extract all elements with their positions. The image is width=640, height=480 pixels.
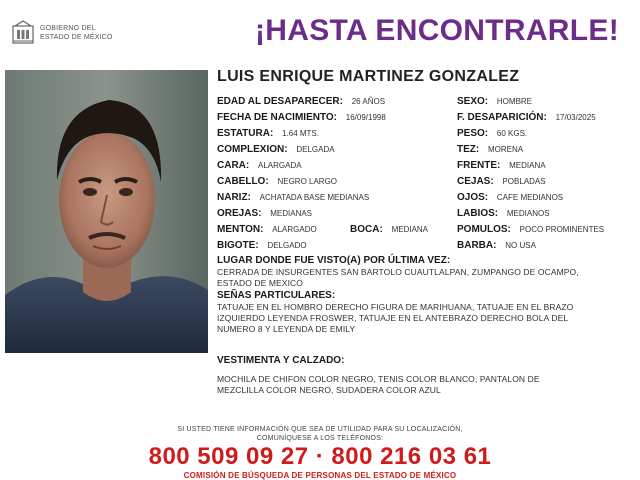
person-name: LUIS ENRIQUE MARTINEZ GONZALEZ <box>217 68 520 85</box>
field-eyebrows: CEJAS: POBLADAS <box>457 176 546 187</box>
field-nose: NARIZ: ACHATADA BASE MEDIANAS <box>217 192 370 203</box>
field-age: EDAD AL DESAPARECER: 26 AÑOS <box>217 96 386 107</box>
field-beard: BARBA: NO USA <box>457 240 536 251</box>
headline: ¡HASTA ENCONTRARLE! <box>255 14 620 47</box>
field-weight: PESO: 60 KGS. <box>457 128 528 139</box>
phone-numbers: 800 509 09 27 · 800 216 03 61 <box>148 443 492 470</box>
field-cheekbones: POMULOS: POCO PROMINENTES <box>457 224 605 235</box>
field-hair: CABELLO: NEGRO LARGO <box>217 176 338 187</box>
government-logo <box>10 20 120 48</box>
marks-title: SEÑAS PARTICULARES: <box>217 290 336 301</box>
missing-person-photo <box>5 70 208 353</box>
last-seen-title: LUGAR DONDE FUE VISTO(A) POR ÚLTIMA VEZ: <box>217 255 451 266</box>
field-chin: MENTON: ALARGADO <box>217 224 317 235</box>
government-name-line1: GOBIERNO DEL <box>40 25 96 32</box>
last-seen-location: CERRADA DE INSURGENTES SAN BARTOLO CUAUTLALPAN, ZUMPANGO DE OCAMPO, ESTADO DE MEXICO <box>217 267 579 288</box>
government-name-line2: ESTADO DE MÉXICO <box>40 34 113 41</box>
field-mouth: BOCA: MEDIANA <box>350 224 429 235</box>
person-portrait <box>5 70 208 353</box>
contact-info-line2: COMUNÍQUESE A LOS TELÉFONOS: <box>256 435 384 442</box>
clothing-description: MOCHILA DE CHIFON COLOR NEGRO, TENIS COLOR BLANCO, PANTALON DE MEZCLILLA COLOR NEGRO, SUDADERA COLOR AZUL <box>217 374 540 395</box>
field-face: CARA: ALARGADA <box>217 160 302 171</box>
field-height: ESTATURA: 1.64 MTS. <box>217 128 319 139</box>
field-eyes: OJOS: CAFE MEDIANOS <box>457 192 564 203</box>
field-lips: LABIOS: MEDIANOS <box>457 208 550 219</box>
state-emblem-icon <box>10 20 36 46</box>
field-mustache: BIGOTE: DELGADO <box>217 240 307 251</box>
marks-description: TATUAJE EN EL HOMBRO DERECHO FIGURA DE MARIHUANA, TATUAJE EN EL BRAZO IZQUIERDO LEYENDA FROSWER, TATUAJE EN EL ANTEBRAZO DERECHO BOLA DEL NUMERO 8 Y LEYENDA DE EMILY <box>217 302 574 334</box>
field-skin-tone: TEZ: MORENA <box>457 144 524 155</box>
field-ears: OREJAS: MEDIANAS <box>217 208 313 219</box>
field-build: COMPLEXION: DELGADA <box>217 144 335 155</box>
contact-info-line1: SI USTED TIENE INFORMACIÓN QUE SEA DE UTILIDAD PARA SU LOCALIZACIÓN, <box>177 426 463 433</box>
organization-name: COMISIÓN DE BÚSQUEDA DE PERSONAS DEL ESTADO DE MÉXICO <box>183 471 457 480</box>
field-sex: SEXO: HOMBRE <box>457 96 533 107</box>
field-disappearance-date: F. DESAPARICIÓN: 17/03/2025 <box>457 112 596 123</box>
field-forehead: FRENTE: MEDIANA <box>457 160 546 171</box>
field-birth-date: FECHA DE NACIMIENTO: 16/09/1998 <box>217 112 386 123</box>
clothing-title: VESTIMENTA Y CALZADO: <box>217 355 345 366</box>
